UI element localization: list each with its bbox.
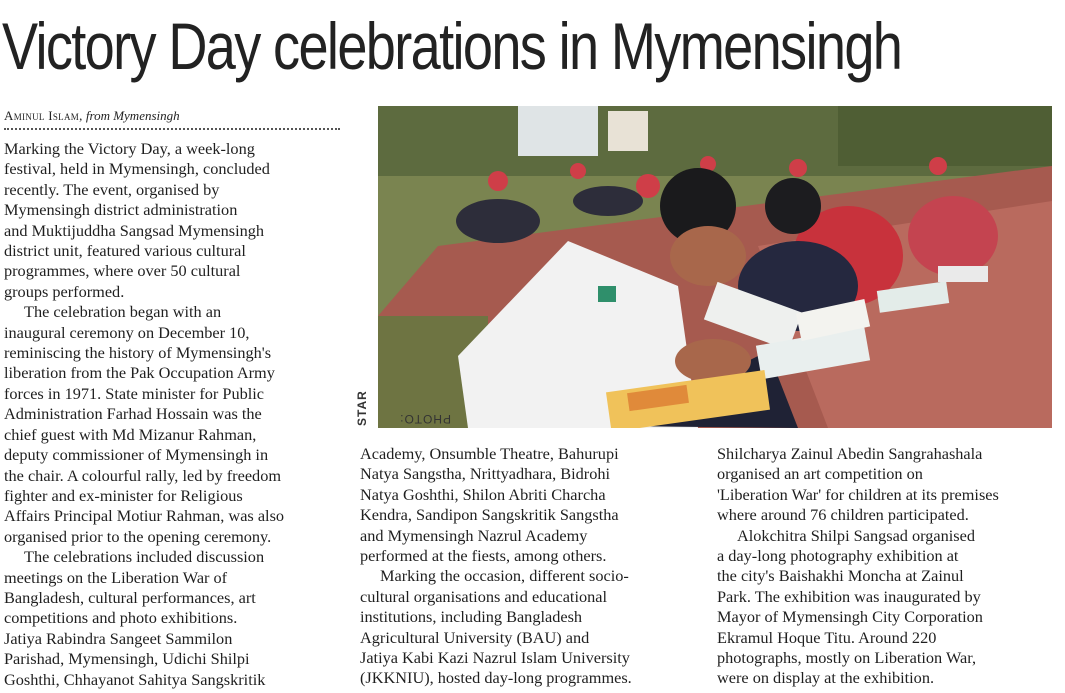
text-line: Goshthi, Chhayanot Sahitya Sangskritik (4, 669, 266, 689)
text-line: photographs, mostly on Liberation War, (717, 648, 977, 668)
byline (4, 108, 180, 124)
text-line: district unit, featured various cultural (4, 241, 246, 261)
text-line: Jatiya Rabindra Sangeet Sammilon (4, 628, 233, 648)
photo-credit-source: STAR (355, 390, 369, 426)
text-line: Mymensingh district administration (4, 200, 238, 220)
text-line: Bangladesh, cultural performances, art (4, 587, 256, 607)
text-line: Jatiya Kabi Kazi Nazrul Islam University (360, 648, 630, 668)
text-line: a day-long photography exhibition at (717, 546, 959, 566)
text-line: groups performed. (4, 281, 125, 301)
photo-credit (355, 330, 451, 426)
text-line: chief guest with Md Mizanur Rahman, (4, 424, 257, 444)
byline-location: from Mymensingh (85, 108, 180, 123)
text-line: performed at the fiests, among others. (360, 546, 607, 566)
text-line: Park. The exhibition was inaugurated by (717, 586, 981, 606)
byline-divider (4, 128, 340, 130)
text-line: Shilcharya Zainul Abedin Sangrahashala (717, 444, 983, 463)
text-line: The celebrations included discussion (24, 547, 265, 567)
text-line: organised an art competition on (717, 464, 923, 484)
article-column-1 (4, 139, 340, 690)
text-line: festival, held in Mymensingh, concluded (4, 159, 270, 179)
text-line: organised prior to the opening ceremony. (4, 526, 272, 546)
text-line: where around 76 children participated. (717, 505, 969, 525)
text-line: Parishad, Mymensingh, Udichi Shilpi (4, 649, 250, 669)
text-line: 'Liberation War' for children at its premises (717, 484, 999, 504)
text-line: meetings on the Liberation War of (4, 567, 228, 587)
text-line: institutions, including Bangladesh (360, 607, 583, 627)
text-line: reminiscing the history of Mymensingh's (4, 343, 272, 363)
byline-author: Aminul Islam, (4, 108, 83, 123)
text-line: Natya Goshthi, Shilon Abriti Charcha (360, 484, 606, 504)
text-line: deputy commissioner of Mymensingh in (4, 445, 269, 465)
news-photo (378, 106, 1052, 428)
text-line: Alokchitra Shilpi Sangsad organised (737, 525, 976, 545)
text-line: The celebration began with an (24, 302, 222, 322)
text-line: Agricultural University (BAU) and (360, 627, 590, 647)
text-line: and Mymensingh Nazrul Academy (360, 525, 588, 545)
text-line: (JKKNIU), hosted day-long programmes. (360, 668, 632, 688)
text-line: the chair. A colourful rally, led by freedom (4, 465, 281, 485)
text-line: inaugural ceremony on December 10, (4, 322, 250, 342)
text-line: Kendra, Sandipon Sangskritik Sangstha (360, 505, 619, 525)
text-line: Mayor of Mymensingh City Corporation (717, 607, 983, 627)
text-line: Natya Sangstha, Nrittyadhara, Bidrohi (360, 464, 611, 484)
photo-credit-label: PHOTO: (399, 412, 451, 426)
text-line: were on display at the exhibition. (717, 668, 935, 688)
text-line: Administration Farhad Hossain was the (4, 404, 262, 424)
text-line: and Muktijuddha Sangsad Mymensingh (4, 220, 265, 240)
text-line: programmes, where over 50 cultural (4, 261, 241, 281)
article-column-2 (360, 444, 682, 689)
text-line: Academy, Onsumble Theatre, Bahurupi (360, 444, 619, 463)
text-line: Affairs Principal Motiur Rahman, was also (4, 506, 285, 526)
text-line: recently. The event, organised by (4, 179, 220, 199)
text-line: forces in 1971. State minister for Public (4, 383, 264, 403)
article-column-3 (717, 444, 1055, 689)
text-line: Ekramul Hoque Titu. Around 220 (717, 627, 937, 647)
text-line: cultural organisations and educational (360, 586, 608, 606)
text-line: competitions and photo exhibitions. (4, 608, 238, 628)
text-line: Marking the Victory Day, a week-long (4, 139, 255, 158)
headline: Victory Day celebrations in Mymensingh (2, 9, 902, 83)
text-line: Marking the occasion, different socio- (380, 566, 629, 586)
text-line: liberation from the Pak Occupation Army (4, 363, 275, 383)
text-line: the city's Baishakhi Moncha at Zainul (717, 566, 964, 586)
text-line: fighter and ex-minister for Religious (4, 485, 243, 505)
